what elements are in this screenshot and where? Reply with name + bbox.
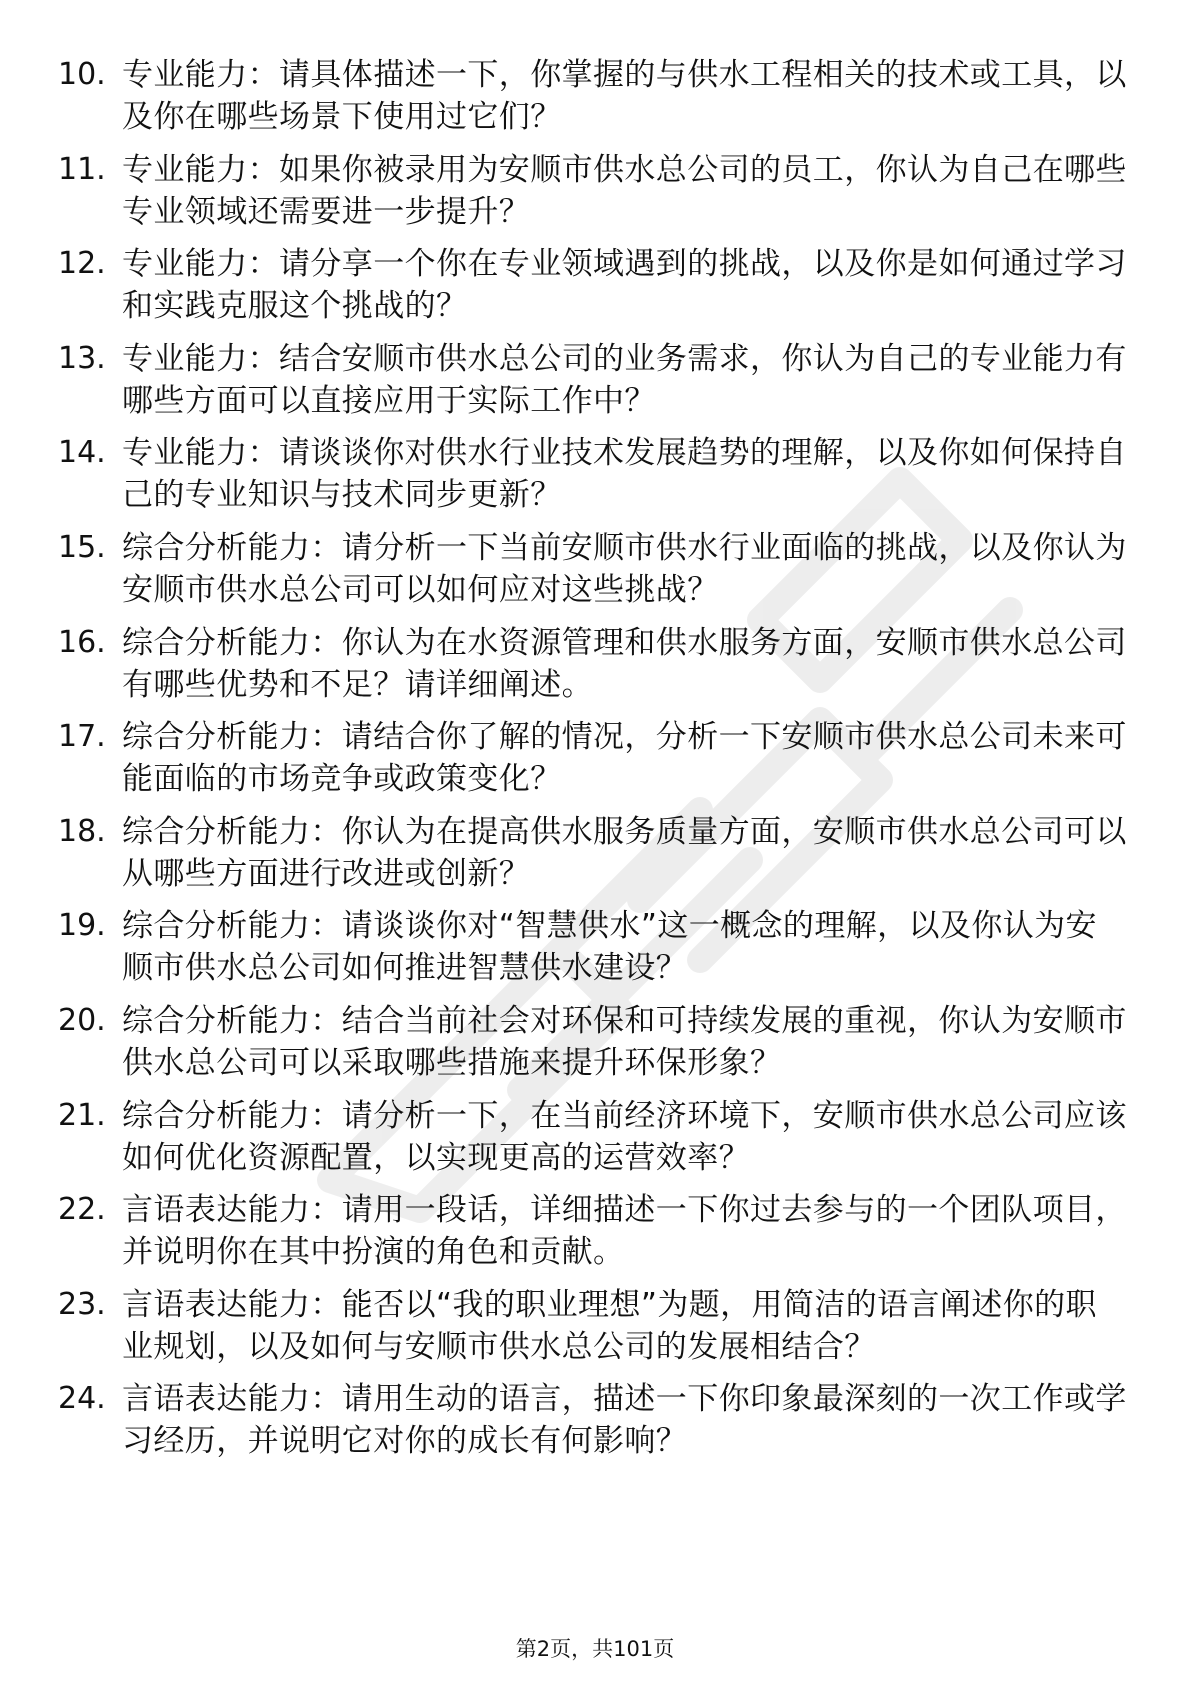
question-number: 11. — [58, 151, 106, 187]
question-number: 14. — [58, 435, 106, 471]
question-number: 19. — [58, 908, 106, 944]
page-footer: 第2页，共101页 — [515, 1637, 675, 1661]
question-item — [58, 243, 1128, 338]
question-item — [58, 1189, 1128, 1284]
question-item — [58, 527, 1128, 622]
question-item — [58, 622, 1128, 717]
question-text: 综合分析能力：请谈谈你对“智慧供水”这一概念的理解，以及你认为安顺市供水总公司如何推进智慧供水建设？ — [122, 908, 1097, 987]
question-item — [58, 54, 1128, 149]
question-list — [58, 54, 1128, 1473]
question-item — [58, 149, 1128, 244]
question-number: 21. — [58, 1097, 106, 1133]
question-item — [58, 905, 1128, 1000]
question-text: 综合分析能力：请结合你了解的情况，分析一下安顺市供水总公司未来可能面临的市场竞争或政策变化？ — [122, 719, 1127, 798]
question-number: 20. — [58, 1002, 106, 1038]
question-number: 12. — [58, 246, 106, 282]
question-number: 18. — [58, 813, 106, 849]
question-text: 综合分析能力：请分析一下当前安顺市供水行业面临的挑战，以及你认为安顺市供水总公司可以如何应对这些挑战？ — [122, 529, 1127, 608]
question-item — [58, 1095, 1128, 1190]
question-text: 综合分析能力：你认为在提高供水服务质量方面，安顺市供水总公司可以从哪些方面进行改进或创新？ — [122, 813, 1127, 892]
question-text: 言语表达能力：请用生动的语言，描述一下你印象最深刻的一次工作或学习经历，并说明它对你的成长有何影响？ — [122, 1381, 1127, 1460]
question-item — [58, 1284, 1128, 1379]
question-text: 综合分析能力：你认为在水资源管理和供水服务方面，安顺市供水总公司有哪些优势和不足？请详细阐述。 — [122, 624, 1127, 703]
question-text: 专业能力：如果你被录用为安顺市供水总公司的员工，你认为自己在哪些专业领域还需要进一步提升？ — [122, 151, 1127, 230]
question-number: 16. — [58, 624, 106, 660]
question-text: 专业能力：请分享一个你在专业领域遇到的挑战，以及你是如何通过学习和实践克服这个挑战的？ — [122, 246, 1127, 325]
question-text: 综合分析能力：结合当前社会对环保和可持续发展的重视，你认为安顺市供水总公司可以采取哪些措施来提升环保形象？ — [122, 1002, 1127, 1081]
question-item — [58, 811, 1128, 906]
question-item — [58, 432, 1128, 527]
question-text: 言语表达能力：请用一段话，详细描述一下你过去参与的一个团队项目，并说明你在其中扮演的角色和贡献。 — [122, 1192, 1127, 1271]
question-number: 22. — [58, 1192, 106, 1228]
question-item — [58, 716, 1128, 811]
question-number: 24. — [58, 1381, 106, 1417]
question-number: 17. — [58, 719, 106, 755]
question-number: 23. — [58, 1286, 106, 1322]
question-number: 10. — [58, 57, 106, 92]
question-number: 15. — [58, 529, 106, 565]
question-text: 综合分析能力：请分析一下，在当前经济环境下，安顺市供水总公司应该如何优化资源配置，以实现更高的运营效率？ — [122, 1097, 1127, 1176]
question-item — [58, 338, 1128, 433]
question-item — [58, 1378, 1128, 1473]
question-item — [58, 1000, 1128, 1095]
question-text: 专业能力：结合安顺市供水总公司的业务需求，你认为自己的专业能力有哪些方面可以直接应用于实际工作中？ — [122, 340, 1127, 419]
question-text: 专业能力：请谈谈你对供水行业技术发展趋势的理解，以及你如何保持自己的专业知识与技术同步更新？ — [122, 435, 1127, 514]
question-text: 言语表达能力：能否以“我的职业理想”为题，用简洁的语言阐述你的职业规划，以及如何与安顺市供水总公司的发展相结合？ — [122, 1286, 1097, 1365]
question-number: 13. — [58, 340, 106, 376]
question-text: 专业能力：请具体描述一下，你掌握的与供水工程相关的技术或工具，以及你在哪些场景下使用过它们？ — [122, 57, 1127, 135]
